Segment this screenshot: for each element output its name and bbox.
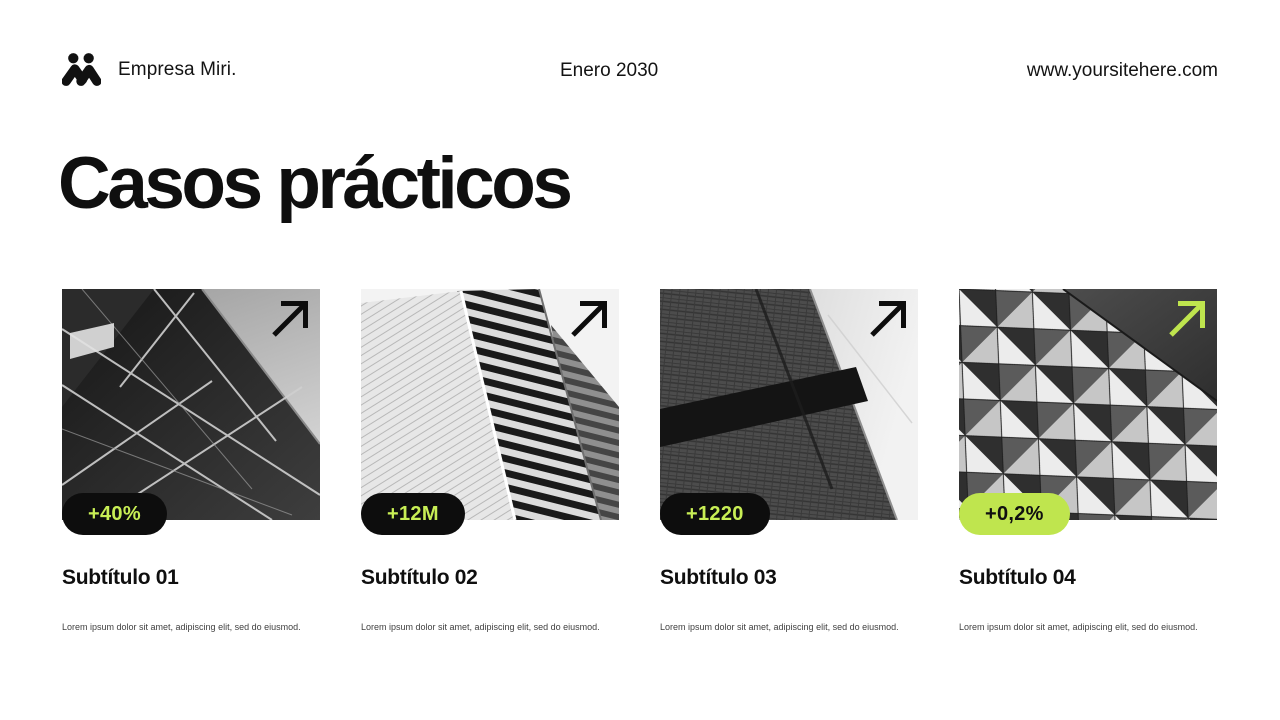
card-body-text: Lorem ipsum dolor sit amet, adipiscing elit, sed do eiusmod.: [959, 622, 1198, 632]
people-monogram-logo-icon: [62, 52, 101, 87]
slide-header: [0, 0, 1280, 110]
card-body-text: Lorem ipsum dolor sit amet, adipiscing elit, sed do eiusmod.: [62, 622, 301, 632]
slide-date: Enero 2030: [560, 60, 659, 81]
case-card-4: [959, 289, 1217, 633]
arrow-up-right-icon: [267, 296, 313, 342]
stat-badge: +40%: [62, 493, 167, 535]
card-subtitle: Subtítulo 01: [62, 566, 179, 589]
page-title: Casos prácticos: [58, 143, 570, 224]
arrow-up-right-icon: [865, 296, 911, 342]
arrow-up-right-icon: [1164, 296, 1210, 342]
card-body-text: Lorem ipsum dolor sit amet, adipiscing elit, sed do eiusmod.: [361, 622, 600, 632]
card-body-text: Lorem ipsum dolor sit amet, adipiscing elit, sed do eiusmod.: [660, 622, 899, 632]
card-link-arrow-button[interactable]: [1164, 296, 1210, 342]
case-card-3: [660, 289, 918, 633]
case-photo-4: [959, 289, 1217, 525]
case-photo-1: [62, 289, 320, 525]
arrow-up-right-icon: [566, 296, 612, 342]
stat-badge: +1220: [660, 493, 770, 535]
case-photo-2: [361, 289, 619, 525]
stat-badge: +12M: [361, 493, 465, 535]
case-photo-3: [660, 289, 918, 525]
brand-name: Empresa Miri.: [118, 58, 237, 80]
case-card-1: [62, 289, 320, 633]
card-link-arrow-button[interactable]: [267, 296, 313, 342]
stat-badge: +0,2%: [959, 493, 1070, 535]
card-subtitle: Subtítulo 04: [959, 566, 1076, 589]
case-card-2: [361, 289, 619, 633]
website-url: www.yoursitehere.com: [1026, 60, 1218, 81]
case-cards-row: [62, 289, 1217, 633]
card-link-arrow-button[interactable]: [566, 296, 612, 342]
brand: [62, 52, 236, 87]
card-subtitle: Subtítulo 03: [660, 566, 777, 589]
card-subtitle: Subtítulo 02: [361, 566, 478, 589]
card-link-arrow-button[interactable]: [865, 296, 911, 342]
